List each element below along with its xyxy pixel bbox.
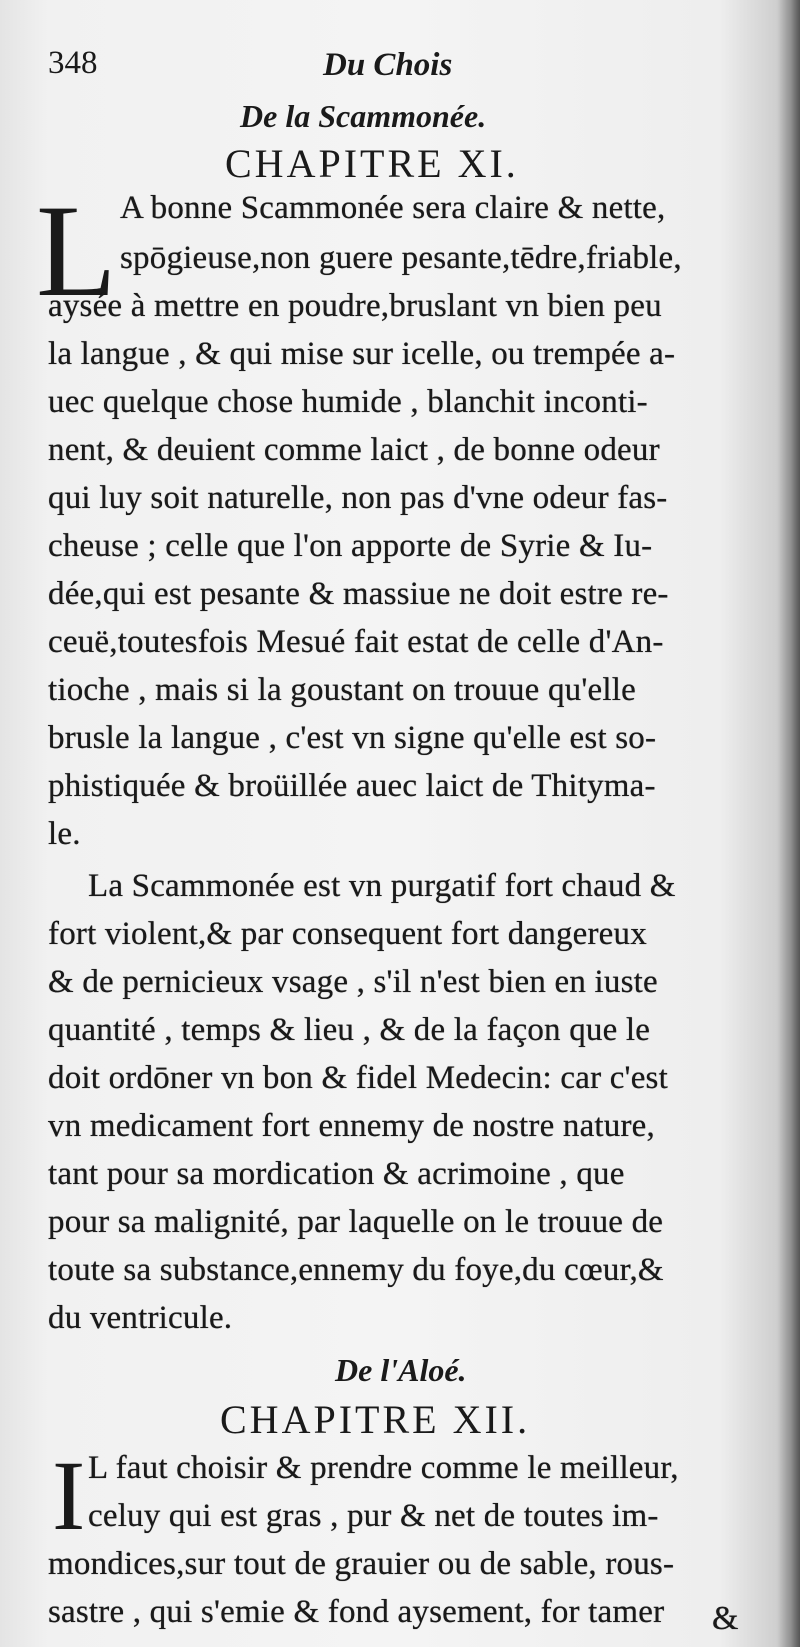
text-line: ceuë,toutesfois Mesué fait estat de celle d'An-: [48, 624, 664, 660]
text-line: & de pernicieux vsage , s'il n'est bien en iuste: [48, 964, 658, 1000]
text-line: La Scammonée est vn purgatif fort chaud &: [88, 868, 676, 904]
drop-capital-l: L: [36, 177, 117, 324]
running-head: [48, 45, 748, 95]
chapter-title-xii: CHAPITRE XII.: [220, 1397, 531, 1442]
text-line: spōgieuse,non guere pesante,tēdre,friable,: [120, 240, 682, 276]
text-line: toute sa substance,ennemy du foye,du cœur,&: [48, 1252, 664, 1288]
text-line: doit ordōner vn bon & fidel Medecin: car c'est: [48, 1060, 668, 1096]
text-line: A bonne Scammonée sera claire & nette,: [120, 190, 666, 226]
text-line: brusle la langue , c'est vn signe qu'elle est so-: [48, 720, 657, 756]
text-line: cheuse ; celle que l'on apporte de Syrie & Iu-: [48, 528, 653, 564]
text-line: pour sa malignité, par laquelle on le trouue de: [48, 1204, 664, 1240]
text-line: quantité , temps & lieu , & de la façon que le: [48, 1012, 651, 1048]
text-line: mondices,sur tout de grauier ou de sable, rous-: [48, 1546, 675, 1582]
section-subtitle-aloe: De l'Aloé.: [335, 1352, 467, 1388]
text-line: phistiquée & broüillée auec laict de Thityma-: [48, 768, 656, 804]
running-title: Du Chois: [323, 47, 453, 83]
text-line: celuy qui est gras , pur & net de toutes im-: [88, 1498, 659, 1534]
text-line: du ventricule.: [48, 1300, 233, 1336]
text-line: fort violent,& par consequent fort dangereux: [48, 916, 647, 952]
section-subtitle-scammonee: De la Scammonée.: [240, 98, 487, 134]
text-line: dée,qui est pesante & massiue ne doit estre re-: [48, 576, 669, 612]
catchword: &: [712, 1600, 739, 1637]
text-line: sastre , qui s'emie & fond aysement, for tamer: [48, 1594, 665, 1630]
drop-capital-i: I: [52, 1440, 86, 1551]
text-line: aysée à mettre en poudre,bruslant vn bien peu: [48, 288, 662, 324]
page-number: 348: [48, 45, 98, 81]
text-line: L faut choisir & prendre comme le meilleur,: [88, 1450, 679, 1486]
text-line: tioche , mais si la goustant on trouue qu'elle: [48, 672, 636, 708]
text-line: uec quelque chose humide , blanchit inconti-: [48, 384, 648, 420]
text-line: nent, & deuient comme laict , de bonne odeur: [48, 432, 660, 468]
text-line: la langue , & qui mise sur icelle, ou trempée a-: [48, 336, 676, 372]
text-line: qui luy soit naturelle, non pas d'vne odeur fas-: [48, 480, 668, 516]
text-line: tant pour sa mordication & acrimoine , que: [48, 1156, 625, 1192]
text-line: le.: [48, 816, 81, 852]
chapter-title-xi: CHAPITRE XI.: [225, 141, 519, 186]
text-line: vn medicament fort ennemy de nostre nature,: [48, 1108, 655, 1144]
